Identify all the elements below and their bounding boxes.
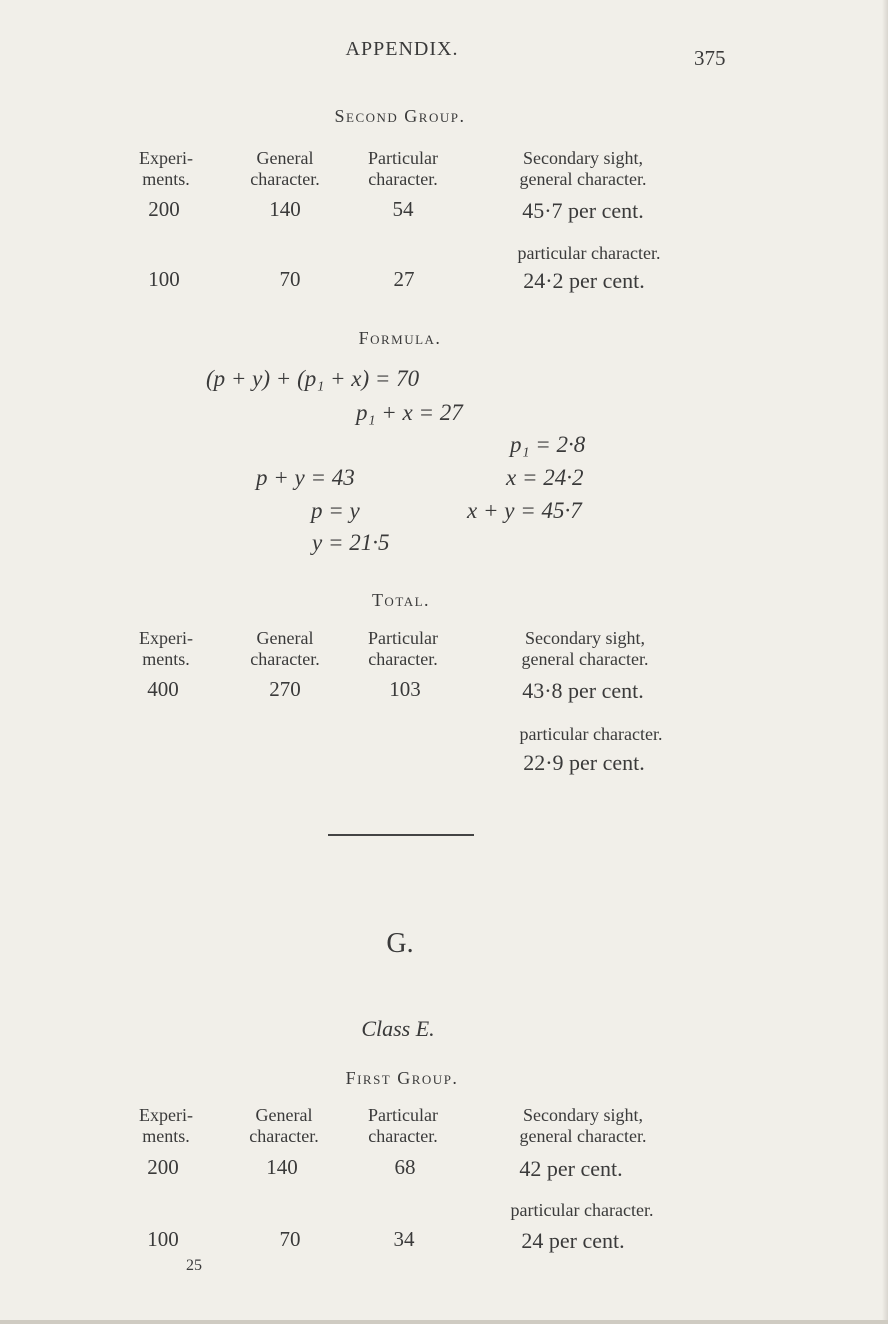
header-text: Particular character. bbox=[368, 148, 438, 189]
cell-secondary: 24 per cent. bbox=[521, 1228, 625, 1253]
col-secondary-header bbox=[520, 148, 647, 190]
col-particular-header bbox=[368, 628, 438, 670]
cell-general: 70 bbox=[279, 267, 301, 291]
cell-experiments: 200 bbox=[148, 197, 180, 221]
header-text: Experi- ments. bbox=[139, 148, 193, 189]
cell-general: 140 bbox=[266, 1155, 298, 1179]
cell-experiments: 100 bbox=[147, 1227, 179, 1251]
col-secondary-header bbox=[520, 1105, 647, 1147]
header-text: Particular character. bbox=[368, 1105, 438, 1146]
cell-experiments: 400 bbox=[147, 677, 179, 701]
section-divider bbox=[328, 834, 474, 836]
cell-secondary: 43·8 per cent. bbox=[522, 678, 644, 703]
particular-note: particular character. bbox=[517, 243, 661, 263]
cell-experiments: 200 bbox=[147, 1155, 179, 1179]
cell-general: 70 bbox=[279, 1227, 301, 1251]
cell-particular: 54 bbox=[392, 197, 414, 221]
cell-particular: 103 bbox=[389, 677, 421, 701]
cell-particular: 34 bbox=[393, 1227, 415, 1251]
header-text: General character. bbox=[250, 628, 320, 669]
formula-heading: Formula. bbox=[358, 328, 442, 348]
col-particular-header bbox=[368, 1105, 438, 1147]
equation-7: x + y = 45·7 bbox=[467, 498, 582, 523]
col-experiments-header bbox=[139, 148, 193, 190]
particular-note: particular character. bbox=[519, 724, 663, 744]
cell-experiments: 100 bbox=[148, 267, 180, 291]
page-number: 375 bbox=[694, 46, 726, 70]
cell-secondary: 22·9 per cent. bbox=[523, 750, 645, 775]
running-head: APPENDIX. bbox=[345, 38, 459, 60]
col-general-header bbox=[250, 148, 319, 190]
header-text: General character. bbox=[250, 148, 320, 189]
page-edge-shadow bbox=[882, 0, 888, 1324]
cell-particular: 27 bbox=[393, 267, 415, 291]
printer-signature: 25 bbox=[186, 1257, 202, 1274]
equation-1: (p + y) + (p₁ + x) = 70 bbox=[206, 366, 420, 391]
cell-particular: 68 bbox=[394, 1155, 416, 1179]
cell-general: 270 bbox=[269, 677, 301, 701]
col-experiments-header bbox=[139, 1105, 193, 1147]
equation-6: p = y bbox=[311, 498, 360, 523]
cell-secondary: 42 per cent. bbox=[519, 1156, 623, 1181]
equation-3: p₁ = 2·8 bbox=[510, 432, 586, 457]
col-general-header bbox=[250, 628, 319, 670]
col-secondary-header bbox=[522, 628, 649, 670]
cell-secondary: 45·7 per cent. bbox=[522, 198, 644, 223]
class-title: Class E. bbox=[361, 1016, 435, 1041]
equation-2: p₁ + x = 27 bbox=[356, 400, 463, 425]
cell-general: 140 bbox=[269, 197, 301, 221]
particular-note: particular character. bbox=[510, 1200, 654, 1220]
first-group-heading: First Group. bbox=[345, 1068, 459, 1088]
header-text: Particular character. bbox=[368, 628, 438, 669]
section-letter: G. bbox=[386, 928, 414, 959]
header-text: General character. bbox=[249, 1105, 319, 1146]
col-general-header bbox=[249, 1105, 318, 1147]
equation-4: p + y = 43 bbox=[256, 465, 355, 490]
equation-5: x = 24·2 bbox=[506, 465, 584, 490]
total-heading: Total. bbox=[371, 590, 431, 610]
col-particular-header bbox=[368, 148, 438, 190]
equation-8: y = 21·5 bbox=[312, 530, 390, 555]
cell-secondary: 24·2 per cent. bbox=[523, 268, 645, 293]
second-group-heading: Second Group. bbox=[334, 106, 466, 126]
header-text: Secondary sight, general character. bbox=[519, 1105, 647, 1146]
header-text: Experi- ments. bbox=[139, 1105, 193, 1146]
header-text: Secondary sight, general character. bbox=[519, 148, 647, 189]
header-text: Experi- ments. bbox=[139, 628, 193, 669]
page-bottom-edge bbox=[0, 1320, 888, 1324]
col-experiments-header bbox=[139, 628, 193, 670]
header-text: Secondary sight, general character. bbox=[521, 628, 649, 669]
